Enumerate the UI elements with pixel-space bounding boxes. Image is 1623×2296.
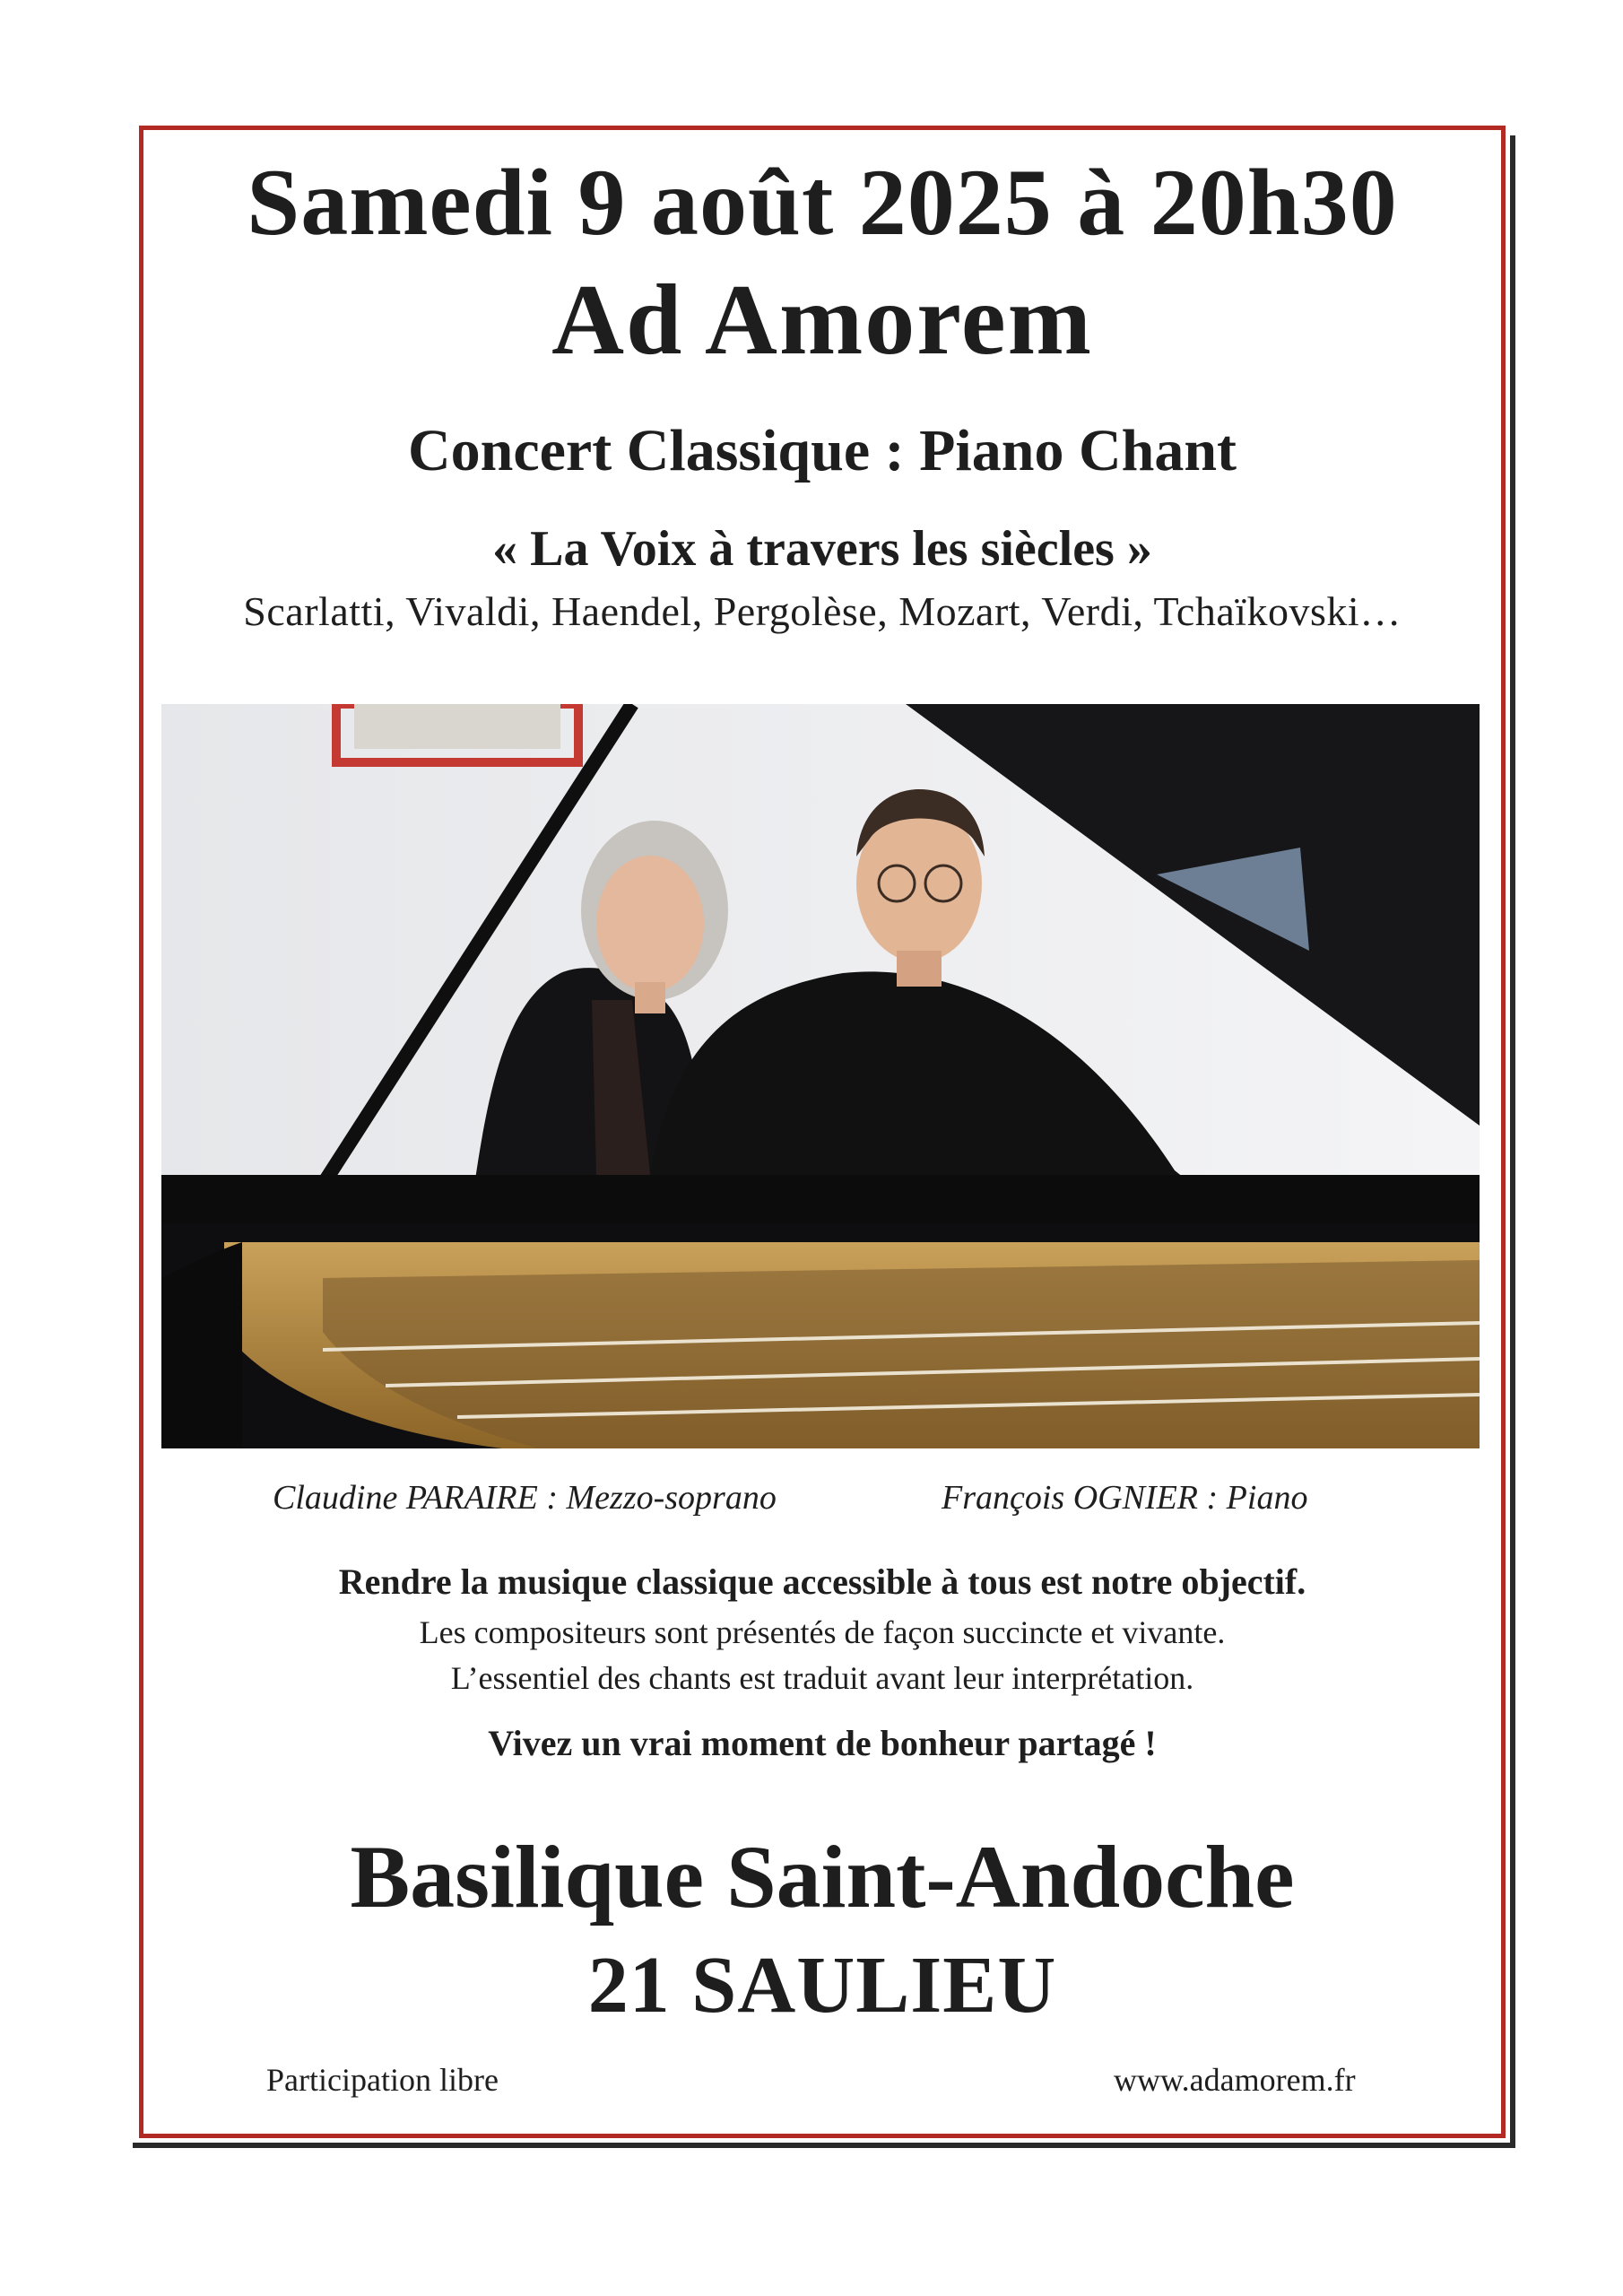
- tagline: Vivez un vrai moment de bonheur partagé !: [488, 1723, 1157, 1763]
- performer-pianist: François OGNIER : Piano: [942, 1479, 1308, 1517]
- admission-info: Participation libre: [266, 2062, 499, 2098]
- frame-shadow-right: [1510, 135, 1515, 2148]
- website-link[interactable]: www.adamorem.fr: [1114, 2062, 1356, 2098]
- venue-city: 21 SAULIEU: [587, 1941, 1057, 2030]
- description-line-1: Les compositeurs sont présentés de façon succincte et vivante.: [419, 1614, 1226, 1650]
- venue-name: Basilique Saint-Andoche: [350, 1827, 1295, 1926]
- composer-list: Scarlatti, Vivaldi, Haendel, Pergolèse, Mozart, Verdi, Tchaïkovski…: [243, 588, 1402, 634]
- objective-statement: Rendre la musique classique accessible à tous est notre objectif.: [338, 1561, 1306, 1602]
- frame-shadow-bottom: [133, 2143, 1512, 2148]
- performers-photo: [161, 704, 1480, 1448]
- description-line-2: L’essentiel des chants est traduit avant leur interprétation.: [450, 1660, 1194, 1696]
- performer-singer: Claudine PARAIRE : Mezzo-soprano: [273, 1479, 777, 1517]
- event-date: Samedi 9 août 2025 à 20h30: [247, 150, 1398, 255]
- event-title: Ad Amorem: [551, 265, 1093, 376]
- poster-frame: [139, 126, 1506, 2138]
- event-subtitle: Concert Classique : Piano Chant: [407, 418, 1237, 483]
- program-quote: « La Voix à travers les siècles »: [492, 521, 1152, 577]
